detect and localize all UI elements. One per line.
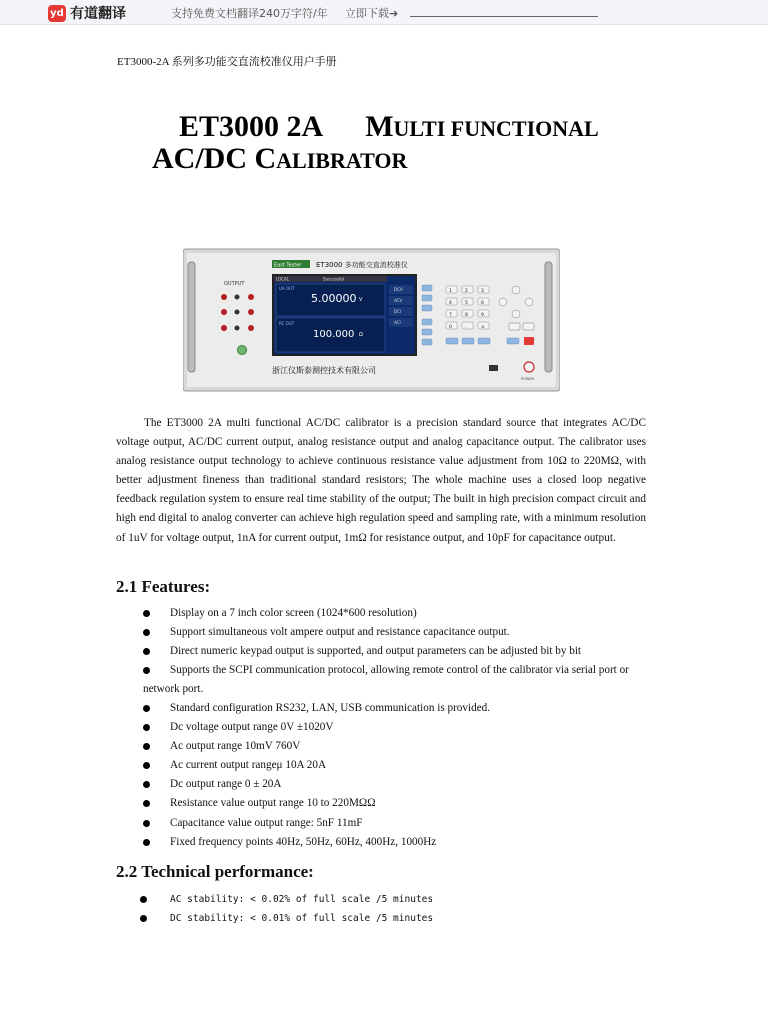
list-item: Support simultaneous volt ampere output and resistance capacitance output. <box>143 623 653 642</box>
svg-text:V: V <box>359 297 363 303</box>
list-item: Fixed frequency points 40Hz, 50Hz, 60Hz, 400Hz, 1000Hz <box>143 833 653 852</box>
company-name: 浙江仪斯泰测控技术有限公司 <box>272 366 376 375</box>
svg-text:POWER: POWER <box>521 377 534 381</box>
svg-text:1: 1 <box>449 289 452 294</box>
youdao-top-bar <box>0 0 768 25</box>
promo-text: 支持免费文档翻译240万字符/年 <box>171 7 328 20</box>
list-item: DC stability: < 0.01% of full scale /5 minutes <box>140 909 433 928</box>
screen-value-2: 100.000 <box>313 329 355 340</box>
youdao-logo[interactable] <box>48 3 126 23</box>
title-m: M <box>365 110 394 143</box>
download-link[interactable]: 立即下载➔ <box>345 7 399 20</box>
svg-text:7: 7 <box>449 313 452 318</box>
output-label: OUTPUT <box>224 281 245 287</box>
svg-text:.: . <box>465 325 467 330</box>
svg-text:4: 4 <box>449 301 452 306</box>
svg-text:Ω: Ω <box>359 332 363 338</box>
list-item: Display on a 7 inch color screen (1024*600 resolution) <box>143 604 653 623</box>
device-name: ET3000 多功能交直流校准仪 <box>316 261 408 269</box>
brand-badge: East Tester <box>274 262 302 269</box>
svg-text:RC OUT: RC OUT <box>279 321 295 326</box>
svg-text:2: 2 <box>465 289 468 294</box>
svg-text:UA OUT: UA OUT <box>279 286 295 291</box>
list-item: Ac current output rangeμ 10A 20A <box>143 756 653 775</box>
title-line2-a: AC/DC C <box>152 142 277 175</box>
title-model: ET3000 2A <box>179 110 324 143</box>
document-title <box>152 112 599 176</box>
svg-text:3: 3 <box>481 289 484 294</box>
document-running-header: ET3000-2A 系列多功能交直流校准仪用户手册 <box>117 56 337 68</box>
list-item: Dc voltage output range 0V ±1020V <box>143 718 653 737</box>
svg-text:DCV: DCV <box>394 287 403 292</box>
list-item: Supports the SCPI communication protocol, allowing remote control of the calibrator via serial port or network port. <box>143 661 653 699</box>
list-item: Standard configuration RS232, LAN, USB communication is provided. <box>143 699 653 718</box>
svg-text:ACI: ACI <box>394 320 401 325</box>
features-heading: 2.1 Features: <box>116 577 211 596</box>
tech-list <box>140 890 433 928</box>
screen-value-1: 5.00000 <box>311 292 357 305</box>
svg-text:9: 9 <box>481 313 484 318</box>
svg-text:LOCAL: LOCAL <box>276 276 289 282</box>
youdao-logo-icon: yd <box>48 5 66 22</box>
svg-text:DCI: DCI <box>394 309 402 314</box>
list-item: Capacitance value output range: 5nF 11mF <box>143 814 653 833</box>
features-list <box>143 604 653 852</box>
svg-text:±: ± <box>481 325 485 330</box>
svg-text:6: 6 <box>481 301 484 306</box>
svg-text:ACV: ACV <box>394 298 403 303</box>
divider <box>410 16 598 17</box>
tech-heading: 2.2 Technical performance: <box>116 862 314 881</box>
intro-paragraph: The ET3000 2A multi functional AC/DC calibrator is a precision standard source that integrates AC/DC voltage output, AC/DC current output, analog resistance output and analog capacitance output. The calibrator uses analog resistance output technology to achieve continuous resistance value adjustment from 10Ω to 220MΩ, with better adjustment fineness than traditional standard resistors; The whole machine uses a closed loop negative feedback regulation system to ensure real time stability of the output; The built in high precision compact circuit and high end digital to analog converter can achieve high regulation speed and sampling rate, with a minimum resolution of 1uV for voltage output, 1nA for current output, 1mΩ for resistance output, and 10pF for capacitance output. <box>116 417 646 544</box>
calibrator-device-image <box>183 248 560 392</box>
svg-text:0: 0 <box>449 325 452 330</box>
svg-text:5: 5 <box>465 301 468 306</box>
svg-text:8: 8 <box>465 313 468 318</box>
list-item: Resistance value output range 10 to 220MΩΩ <box>143 794 653 813</box>
list-item: Direct numeric keypad output is supported, and output parameters can be adjusted bit by bit <box>143 642 653 661</box>
list-item: Ac output range 10mV 760V <box>143 737 653 756</box>
svg-text:Successful: Successful <box>323 276 345 282</box>
list-item: AC stability: < 0.02% of full scale /5 minutes <box>140 890 433 909</box>
title-rest: ULTI FUNCTIONAL <box>393 116 599 141</box>
title-line2-b: ALIBRATOR <box>276 148 408 173</box>
list-item: Dc output range 0 ± 20A <box>143 775 653 794</box>
youdao-logo-text: 有道翻译 <box>70 6 126 22</box>
